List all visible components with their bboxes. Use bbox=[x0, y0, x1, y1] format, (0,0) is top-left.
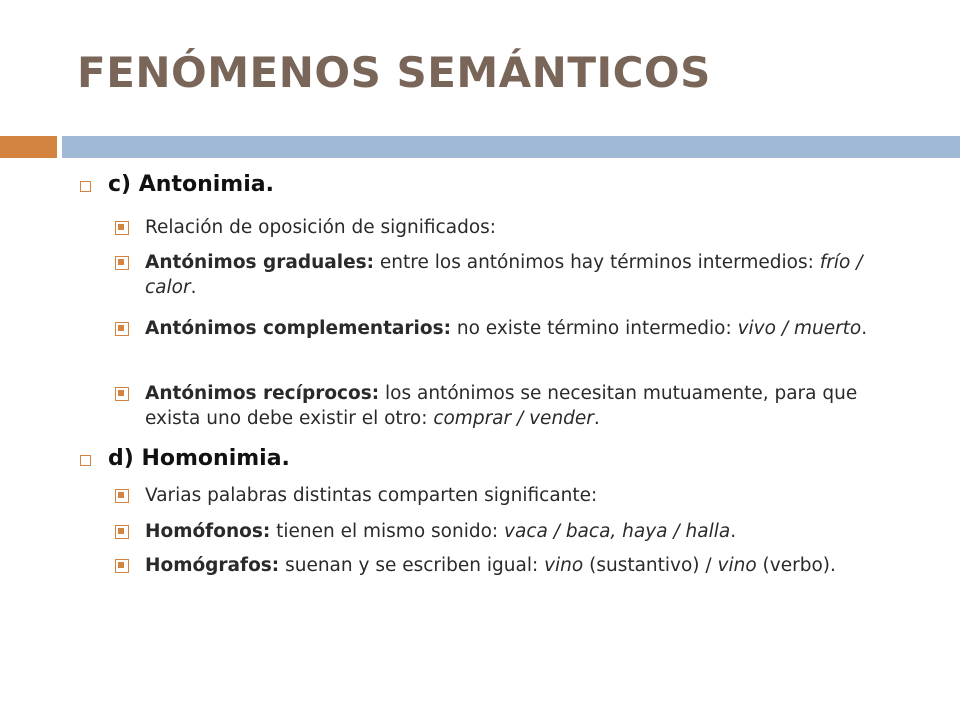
filled-square-bullet-icon bbox=[115, 256, 129, 270]
item-text: Varias palabras distintas comparten significante: bbox=[145, 485, 598, 506]
term-label: Antónimos complementarios: bbox=[145, 318, 451, 339]
term-label: Antónimos recíprocos: bbox=[145, 383, 380, 404]
filled-square-bullet-icon bbox=[115, 559, 129, 573]
bullet-item bbox=[145, 316, 910, 341]
item-text: Relación de oposición de significados: bbox=[145, 217, 497, 238]
item-text: . bbox=[730, 521, 737, 542]
example-text: comprar / vender bbox=[433, 408, 594, 429]
item-text: entre los antónimos hay términos intermedios: bbox=[374, 252, 820, 273]
item-text: tienen el mismo sonido: bbox=[270, 521, 505, 542]
slide-title: FENÓMENOS SEMÁNTICOS bbox=[77, 48, 711, 97]
filled-square-bullet-icon bbox=[115, 525, 129, 539]
filled-square-bullet-icon bbox=[115, 387, 129, 401]
section-heading: d) Homonimia. bbox=[108, 446, 290, 471]
bullet-item bbox=[145, 215, 910, 240]
term-label: Homógrafos: bbox=[145, 555, 280, 576]
item-text: (sustantivo) / bbox=[583, 555, 718, 576]
bullet-item bbox=[145, 381, 910, 431]
bullet-item bbox=[145, 553, 910, 578]
term-label: Homófonos: bbox=[145, 521, 271, 542]
item-text: no existe término intermedio: bbox=[450, 318, 738, 339]
example-text: vino bbox=[544, 555, 584, 576]
example-text: vino bbox=[717, 555, 757, 576]
item-text: los antónimos se necesitan mutuamente, para que exista uno debe existir el otro: bbox=[145, 383, 858, 429]
bullet-item bbox=[145, 519, 910, 544]
filled-square-bullet-icon bbox=[115, 322, 129, 336]
filled-square-bullet-icon bbox=[115, 221, 129, 235]
section-heading: c) Antonimia. bbox=[108, 172, 274, 197]
bullet-item bbox=[145, 483, 910, 508]
example-text: vivo / muerto bbox=[737, 318, 862, 339]
term-label: Antónimos graduales: bbox=[145, 252, 375, 273]
item-text: (verbo). bbox=[756, 555, 836, 576]
square-bullet-icon bbox=[80, 181, 91, 192]
item-text: . bbox=[190, 277, 197, 298]
example-text: vaca / baca, haya / halla bbox=[504, 521, 731, 542]
item-text: . bbox=[593, 408, 600, 429]
item-text: . bbox=[861, 318, 868, 339]
bullet-item bbox=[145, 250, 910, 300]
filled-square-bullet-icon bbox=[115, 489, 129, 503]
square-bullet-icon bbox=[80, 455, 91, 466]
example-text: frío / calor bbox=[145, 252, 863, 298]
item-text: suenan y se escriben igual: bbox=[279, 555, 545, 576]
